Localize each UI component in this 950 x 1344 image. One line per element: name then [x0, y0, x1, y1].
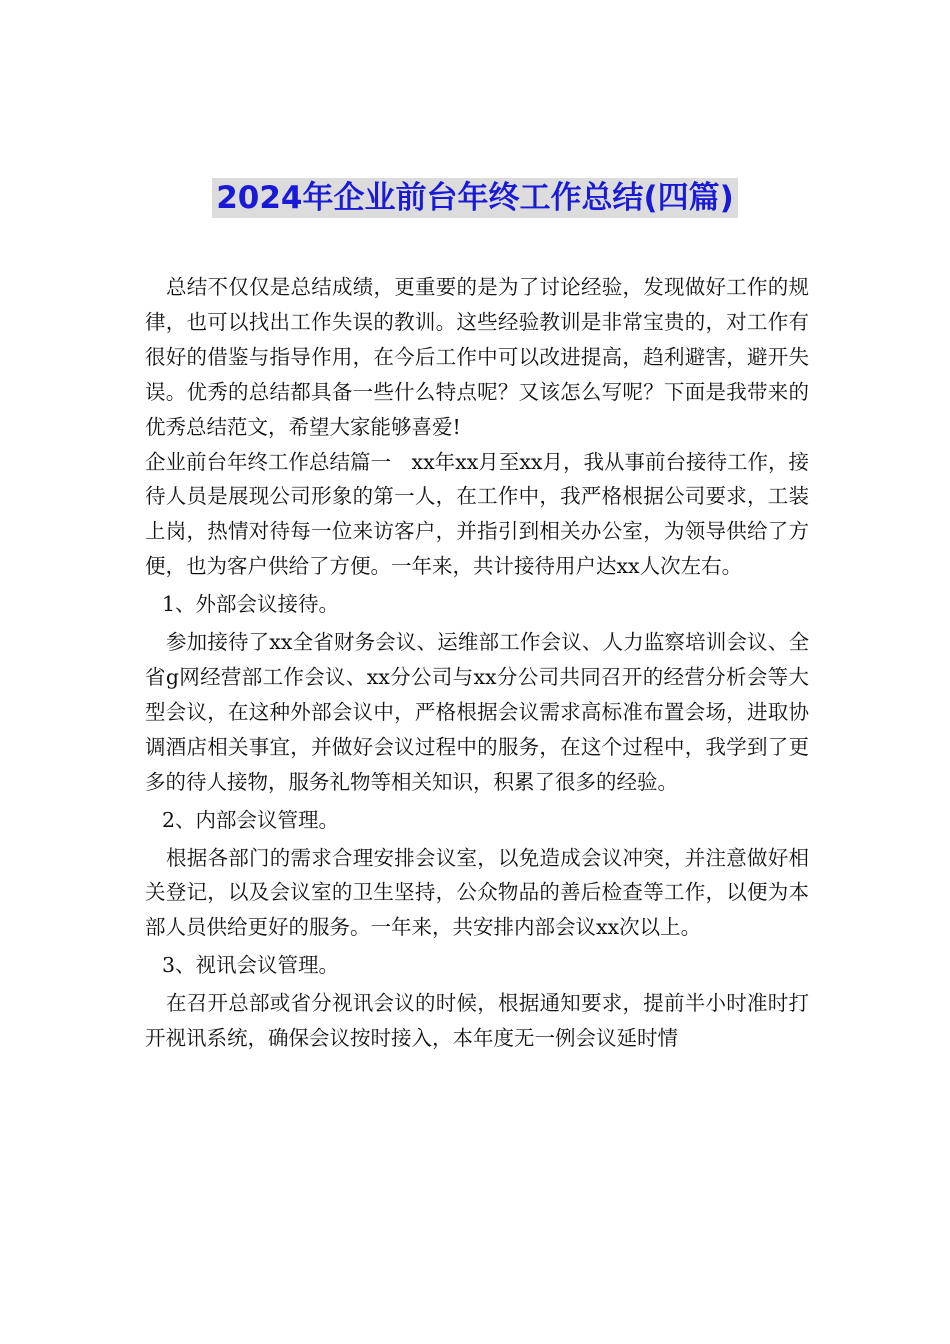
subheading-external-meetings: 1、外部会议接待。 — [162, 592, 340, 617]
section-one-paragraph: 企业前台年终工作总结篇一 xx年xx月至xx月，我从事前台接待工作，接待人员是展现公司形象的第一人，在工作中，我严格根据公司要求，工装上岗，热情对待每一位来访客户，并指引到相关办公室，为领导供给了方便，也为客户供给了方便。一年来，共计接待用户达xx人次左右。 — [145, 449, 809, 579]
intro-paragraph: 总结不仅仅是总结成绩，更重要的是为了讨论经验，发现做好工作的规律，也可以找出工作失误的教训。这些经验教训是非常宝贵的，对工作有很好的借鉴与指导作用，在今后工作中可以改进提高，趋利避害，避开失误。优秀的总结都具备一些什么特点呢？又该怎么写呢？下面是我带来的优秀总结范文，希望大家能够喜爱! — [145, 275, 809, 439]
subheading-internal-meetings: 2、内部会议管理。 — [162, 807, 340, 832]
internal-meetings-paragraph: 根据各部门的需求合理安排会议室，以免造成会议冲突，并注意做好相关登记，以及会议室的卫生坚持，公众物品的善后检查等工作，以便为本部人员供给更好的服务。一年来，共安排内部会议xx次以上。 — [145, 845, 809, 940]
subheading-video-meetings: 3、视讯会议管理。 — [162, 953, 340, 978]
title-text: 2024年企业前台年终工作总结(四篇) — [212, 178, 738, 218]
document-body — [145, 270, 809, 1056]
video-meetings-paragraph: 在召开总部或省分视讯会议的时候，根据通知要求，提前半小时准时打开视讯系统，确保会议按时接入，本年度无一例会议延时情 — [145, 991, 809, 1051]
external-meetings-paragraph: 参加接待了xx全省财务会议、运维部工作会议、人力监察培训会议、全省g网经营部工作会议、xx分公司与xx分公司共同召开的经营分析会等大型会议，在这种外部会议中，严格根据会议需求高标准布置会场，进取协调酒店相关事宜，并做好会议过程中的服务，在这个过程中，我学到了更多的待人接物，服务礼物等相关知识，积累了很多的经验。 — [145, 630, 809, 794]
document-title — [0, 176, 950, 220]
